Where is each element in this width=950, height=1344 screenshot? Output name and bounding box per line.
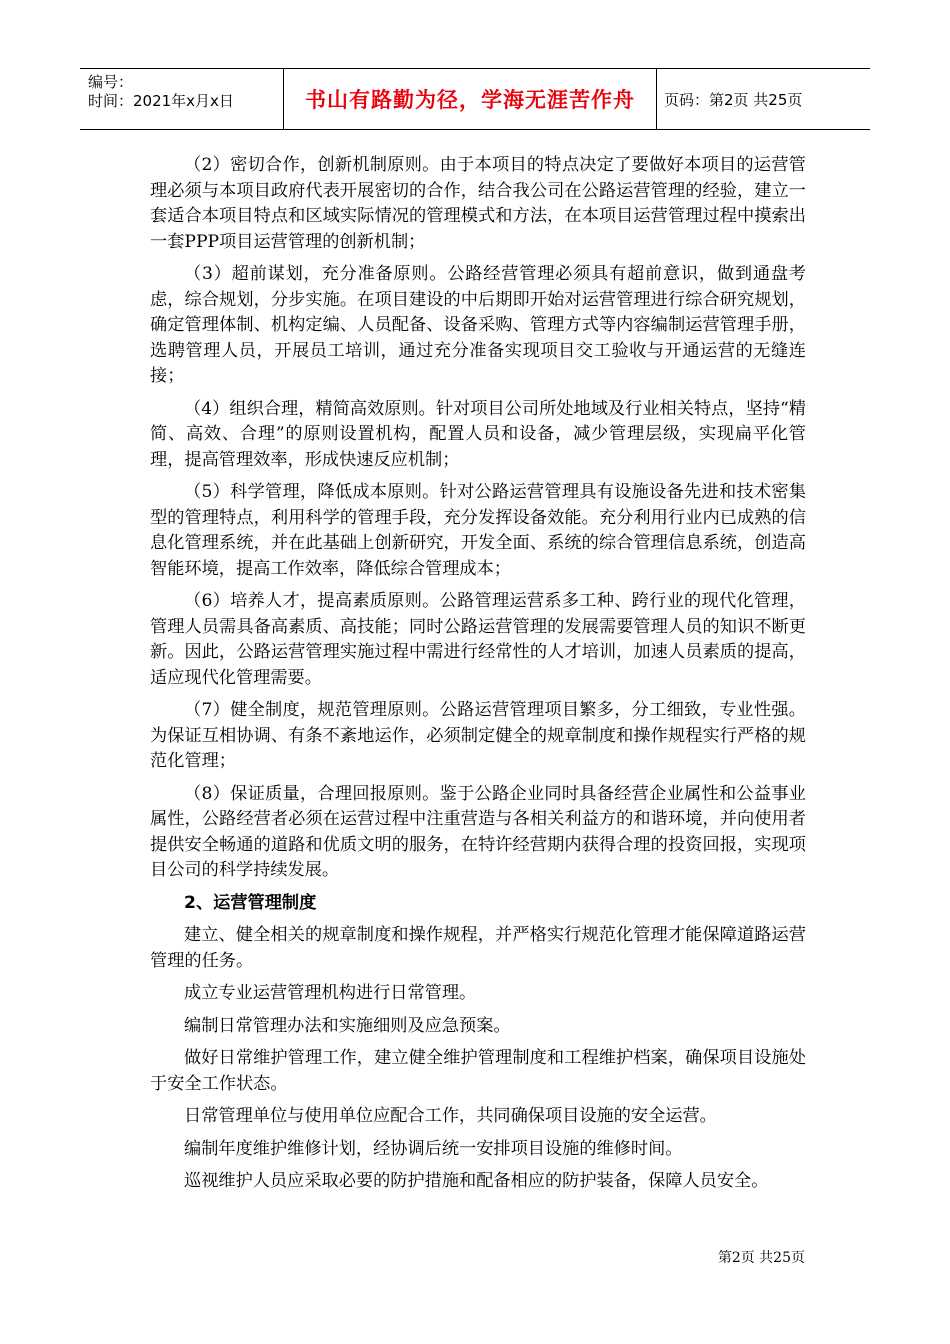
header-page-cell (656, 69, 870, 129)
paragraph: 日常管理单位与使用单位应配合工作，共同确保项目设施的安全运营。 (184, 1106, 717, 1126)
paragraph: （2）密切合作，创新机制原则。由于本项目的特点决定了要做好本项目的运营管理必须与本项目政府代表开展密切的合作，结合我公司在公路运营管理的经验，建立一套适合本项目特点和区域实际情况的管理模式和方法，在本项目运营管理过程中摸索出一套PPP项目运营管理的创新机制； (150, 155, 806, 252)
paragraph: 成立专业运营管理机构进行日常管理。 (184, 983, 477, 1003)
header-motto-cell (283, 69, 657, 129)
header-motto: 书山有路勤为径，学海无涯苦作舟 (305, 88, 635, 112)
paragraph: （3）超前谋划，充分准备原则。公路经营管理必须具有超前意识，做到通盘考虑，综合规划，分步实施。在项目建设的中后期即开始对运营管理进行综合研究规划，确定管理体制、机构定编、人员配备、设备采购、管理方式等内容编制运营管理手册，选聘管理人员，开展员工培训，通过充分准备实现项目交工验收与开通运营的无缝连接； (150, 264, 806, 386)
document-body (150, 153, 806, 1202)
section-heading: 2、运营管理制度 (184, 892, 317, 913)
date-label: 时间：2021年x月x日 (88, 92, 234, 110)
header-page-number: 页码：第2页 共25页 (664, 90, 803, 109)
serial-label: 编号： (88, 73, 134, 91)
paragraph: （8）保证质量，合理回报原则。鉴于公路企业同时具备经营企业属性和公益事业属性，公路经营者必须在运营过程中注重营造与各相关利益方的和谐环境，并向使用者提供安全畅通的道路和优质文明的服务，在特许经营期内获得合理的投资回报，实现项目公司的科学持续发展。 (150, 783, 806, 880)
paragraph: 做好日常维护管理工作，建立健全维护管理制度和工程维护档案，确保项目设施处于安全工作状态。 (150, 1048, 806, 1094)
paragraph: （4）组织合理，精简高效原则。针对项目公司所处地域及行业相关特点，坚持“精简、高效、合理”的原则设置机构，配置人员和设备，减少管理层级，实现扁平化管理，提高管理效率，形成快速反应机制； (150, 398, 806, 470)
paragraph: （5）科学管理，降低成本原则。针对公路运营管理具有设施设备先进和技术密集型的管理特点，利用科学的管理手段，充分发挥设备效能。充分利用行业内已成熟的信息化管理系统，并在此基础上创新研究，开发全面、系统的综合管理信息系统，创造高智能环境，提高工作效率，降低综合管理成本； (150, 482, 806, 579)
paragraph: 建立、健全相关的规章制度和操作规程，并严格实行规范化管理才能保障道路运营管理的任务。 (150, 925, 806, 971)
page-footer: 第2页 共25页 (717, 1250, 805, 1266)
paragraph: （7）健全制度，规范管理原则。公路运营管理项目繁多，分工细致，专业性强。为保证互相协调、有条不紊地运作，必须制定健全的规章制度和操作规程实行严格的规范化管理； (150, 700, 806, 771)
paragraph: 编制年度维护维修计划，经协调后统一安排项目设施的维修时间。 (184, 1138, 683, 1159)
header-meta (80, 69, 283, 129)
paragraph: 巡视维护人员应采取必要的防护措施和配备相应的防护装备，保障人员安全。 (184, 1171, 769, 1191)
page-header (80, 68, 870, 130)
paragraph: 编制日常管理办法和实施细则及应急预案。 (184, 1015, 511, 1036)
paragraph: （6）培养人才，提高素质原则。公路管理运营系多工种、跨行业的现代化管理，管理人员需具备高素质、高技能；同时公路运营管理的发展需要管理人员的知识不断更新。因此，公路运营管理实施过程中需进行经常性的人才培训，加速人员素质的提高，适应现代化管理需要。 (150, 591, 806, 688)
